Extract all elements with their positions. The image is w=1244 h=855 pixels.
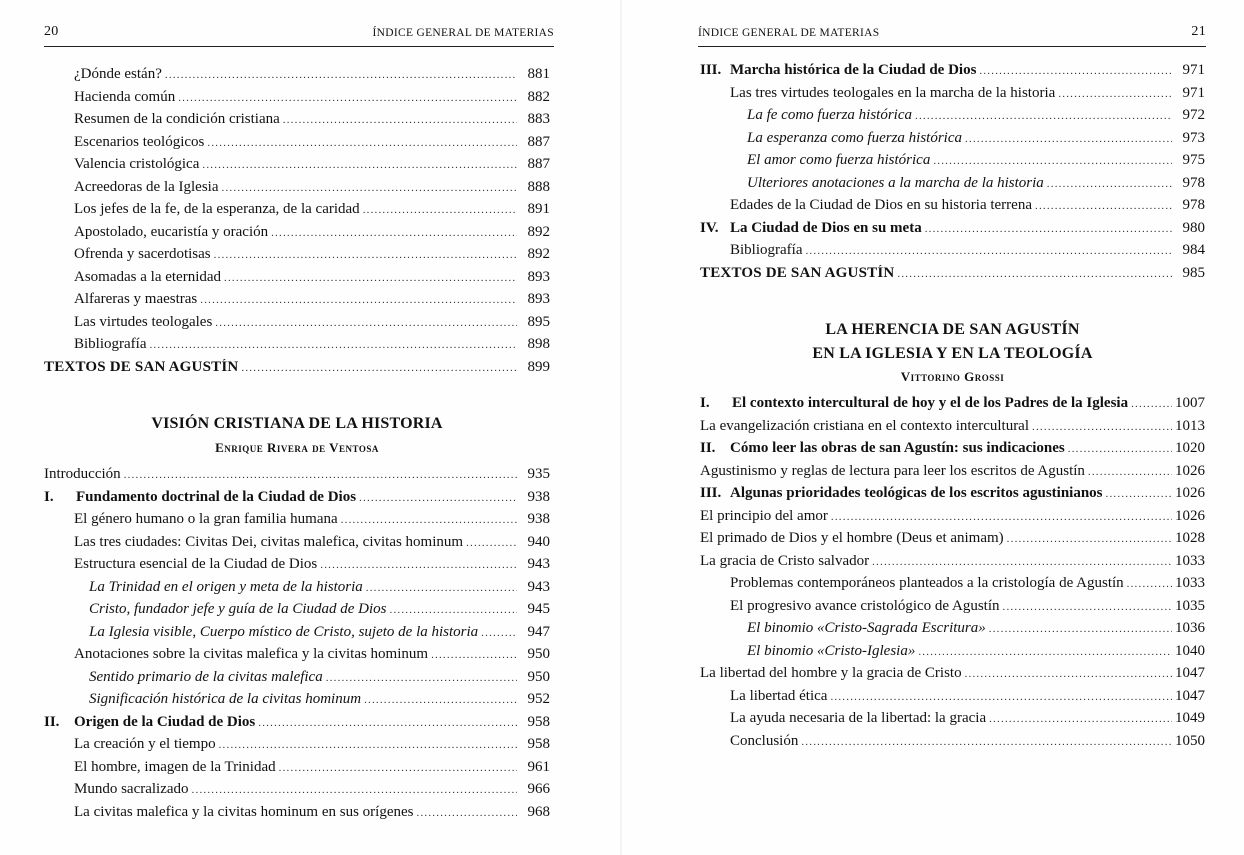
toc-entry-title: Ulteriores anotaciones a la marcha de la historia: [747, 174, 1044, 191]
toc-entry-page: 895: [527, 313, 550, 330]
left-toc-top: [44, 66, 550, 381]
toc-entry-page: 1035: [1175, 597, 1205, 614]
toc-entry-numeral: I.: [44, 488, 54, 505]
toc-entry-title: El primado de Dios y el hombre (Deus et animam): [700, 530, 1004, 546]
toc-entry: [700, 643, 1205, 666]
toc-entry-page: 968: [527, 803, 550, 820]
toc-entry-page: 1007: [1175, 395, 1205, 411]
dot-leader: [933, 155, 1172, 167]
toc-entry-page: 1026: [1175, 462, 1205, 479]
toc-entry: [44, 556, 550, 579]
toc-entry: [44, 201, 550, 224]
dot-leader: [1088, 466, 1172, 478]
dot-leader: [1035, 200, 1172, 212]
toc-entry-title: El género humano o la gran familia humana: [74, 511, 338, 527]
toc-entry-page: 985: [1182, 264, 1205, 281]
toc-entry-title: Agustinismo y reglas de lectura para leer los escritos de Agustín: [700, 462, 1085, 479]
toc-entry-page: 893: [527, 268, 550, 285]
toc-entry: [44, 579, 550, 602]
toc-entry-page: 950: [527, 646, 550, 662]
left-page-number: 20: [44, 24, 59, 39]
toc-entry: [700, 733, 1205, 756]
toc-entry: [700, 395, 1205, 418]
toc-entry: [44, 466, 550, 489]
toc-entry-page: 1026: [1175, 485, 1205, 501]
right-running-header: [698, 24, 1206, 47]
toc-entry: [44, 314, 550, 337]
dot-leader: [431, 649, 517, 661]
toc-entry-page: 1020: [1175, 440, 1205, 456]
toc-entry-page: 898: [527, 336, 550, 352]
toc-entry-title: La libertad del hombre y la gracia de Cristo: [700, 665, 962, 681]
left-running-head: ÍNDICE GENERAL DE MATERIAS: [372, 27, 554, 39]
toc-entry-title: Apostolado, eucaristía y oración: [74, 223, 269, 240]
toc-entry-page: 892: [527, 223, 550, 240]
toc-entry: [44, 624, 550, 647]
toc-entry-page: 978: [1182, 197, 1205, 213]
toc-entry-page: 943: [527, 556, 550, 572]
toc-entry: [700, 598, 1205, 621]
toc-entry-numeral: III.: [700, 485, 722, 501]
dot-leader: [341, 514, 517, 526]
toc-entry-page: 973: [1182, 129, 1205, 146]
toc-entry-title: La fe como fuerza histórica: [747, 107, 912, 123]
toc-entry-page: 883: [527, 111, 550, 127]
toc-entry: [44, 246, 550, 269]
toc-entry-page: 1040: [1175, 642, 1205, 659]
toc-entry-page: 940: [527, 533, 550, 550]
left-toc-bottom: [44, 466, 550, 826]
dot-leader: [481, 627, 517, 639]
dot-leader: [390, 604, 518, 616]
dot-leader: [979, 65, 1172, 77]
toc-entry: [44, 269, 550, 292]
toc-entry-title: Bibliografía: [74, 336, 147, 352]
left-section-author: Enrique Rivera de Ventosa: [215, 440, 379, 455]
toc-entry-page: 958: [527, 713, 550, 730]
dot-leader: [200, 294, 517, 306]
toc-entry: [44, 111, 550, 134]
toc-entry-title: Introducción: [44, 466, 121, 482]
toc-entry-title: Acreedoras de la Iglesia: [74, 178, 219, 195]
toc-entry: [44, 669, 550, 692]
toc-entry-page: 893: [527, 291, 550, 307]
right-running-head: ÍNDICE GENERAL DE MATERIAS: [698, 27, 880, 39]
right-toc-bottom: [700, 395, 1205, 755]
right-toc-top: [700, 62, 1205, 287]
toc-entry: [700, 665, 1205, 688]
toc-entry-title: Asomadas a la eternidad: [74, 268, 222, 285]
dot-leader: [915, 110, 1172, 122]
dot-leader: [1131, 398, 1172, 410]
toc-entry: [700, 710, 1205, 733]
dot-leader: [202, 159, 517, 171]
toc-entry-numeral: I.: [700, 395, 710, 411]
toc-entry: [44, 714, 550, 737]
toc-entry-page: 984: [1182, 242, 1205, 258]
toc-entry-page: 1050: [1175, 732, 1205, 749]
toc-entry: [44, 66, 550, 89]
toc-entry: [44, 336, 550, 359]
dot-leader: [178, 92, 517, 104]
toc-entry-page: 945: [527, 601, 550, 617]
dot-leader: [1003, 601, 1172, 613]
toc-entry-title: La libertad ética: [730, 687, 828, 704]
dot-leader: [1127, 578, 1172, 590]
toc-entry: [44, 511, 550, 534]
toc-entry-page: 971: [1182, 84, 1205, 101]
toc-entry-title: Resumen de la condición cristiana: [74, 111, 280, 127]
toc-entry: [700, 440, 1205, 463]
toc-entry: [700, 463, 1205, 486]
dot-leader: [279, 762, 517, 774]
toc-entry-title: Fundamento doctrinal de la Ciudad de Dios: [76, 488, 357, 505]
toc-entry-page: 943: [527, 578, 550, 595]
toc-entry-title: La evangelización cristiana en el contexto intercultural: [700, 417, 1030, 434]
toc-entry: [44, 691, 550, 714]
toc-entry-title: Ofrenda y sacerdotisas: [74, 246, 211, 262]
right-section-title: [700, 318, 1205, 366]
toc-entry: [44, 759, 550, 782]
dot-leader: [326, 672, 517, 684]
toc-entry-page: 935: [527, 466, 550, 482]
toc-entry-title: Estructura esencial de la Ciudad de Dios: [74, 556, 318, 572]
toc-entry-title: El amor como fuerza histórica: [747, 152, 931, 168]
left-running-header: [44, 24, 554, 47]
toc-entry-title: Las tres ciudades: Civitas Dei, civitas malefica, civitas hominum: [74, 533, 464, 550]
toc-entry-title: Algunas prioridades teológicas de los escritos agustinianos: [730, 485, 1103, 501]
dot-leader: [258, 717, 517, 729]
dot-leader: [192, 784, 517, 796]
toc-entry-numeral: IV.: [700, 219, 719, 236]
toc-entry-page: 1047: [1175, 665, 1205, 681]
toc-entry-title: El progresivo avance cristológico de Agustín: [730, 597, 1000, 614]
dot-leader: [830, 691, 1172, 703]
toc-entry: [700, 242, 1205, 265]
toc-entry-page: 1026: [1175, 507, 1205, 524]
toc-entry-title: El hombre, imagen de la Trinidad: [74, 758, 276, 775]
toc-entry: [44, 134, 550, 157]
toc-entry-page: 1036: [1175, 620, 1205, 636]
toc-entry-page: 952: [527, 691, 550, 707]
toc-entry-page: 882: [527, 88, 550, 105]
toc-entry: [44, 534, 550, 557]
toc-entry-page: 978: [1182, 174, 1205, 191]
dot-leader: [466, 537, 517, 549]
toc-entry: [700, 508, 1205, 531]
toc-entry-title: Mundo sacralizado: [74, 781, 189, 797]
dot-leader: [283, 114, 517, 126]
toc-entry-page: 950: [527, 668, 550, 685]
toc-entry-title: Sentido primario de la civitas malefica: [89, 668, 323, 685]
dot-leader: [241, 362, 517, 374]
toc-entry-title: La Iglesia visible, Cuerpo místico de Cristo, sujeto de la historia: [89, 623, 479, 640]
toc-entry-page: 892: [527, 246, 550, 262]
toc-entry-page: 1047: [1175, 687, 1205, 704]
toc-entry: [44, 646, 550, 669]
dot-leader: [989, 713, 1172, 725]
toc-entry-page: 938: [527, 511, 550, 527]
toc-entry-title: Significación histórica de la civitas hominum: [89, 691, 362, 707]
toc-entry: [700, 485, 1205, 508]
toc-entry-title: Escenarios teológicos: [74, 133, 205, 150]
right-section-title-line1: LA HERENCIA DE SAN AGUSTÍN: [825, 321, 1080, 338]
toc-entry-title: La esperanza como fuerza histórica: [747, 129, 962, 146]
dot-leader: [149, 339, 517, 351]
dot-leader: [359, 492, 517, 504]
toc-entry: [700, 130, 1205, 153]
dot-leader: [364, 694, 517, 706]
toc-entry: [700, 265, 1205, 288]
toc-entry-page: 980: [1182, 219, 1205, 236]
toc-entry-title: El principio del amor: [700, 507, 828, 524]
toc-entry: [700, 152, 1205, 175]
dot-leader: [417, 807, 518, 819]
dot-leader: [918, 646, 1172, 658]
toc-entry-title: Problemas contemporáneos planteados a la cristología de Agustín: [730, 575, 1124, 591]
toc-entry-page: 888: [527, 178, 550, 195]
dot-leader: [801, 736, 1172, 748]
dot-leader: [224, 272, 517, 284]
toc-entry-page: 891: [527, 201, 550, 217]
toc-entry-title: La ayuda necesaria de la libertad: la gracia: [730, 710, 987, 726]
dot-leader: [1007, 533, 1172, 545]
dot-leader: [320, 559, 517, 571]
dot-leader: [1106, 488, 1172, 500]
toc-entry-title: Las tres virtudes teologales en la marcha de la historia: [730, 84, 1056, 101]
dot-leader: [831, 511, 1172, 523]
dot-leader: [366, 582, 517, 594]
dot-leader: [363, 204, 517, 216]
dot-leader: [1047, 178, 1172, 190]
toc-entry: [44, 359, 550, 382]
toc-entry: [44, 489, 550, 512]
toc-entry: [700, 620, 1205, 643]
toc-entry: [44, 89, 550, 112]
toc-entry: [700, 107, 1205, 130]
toc-entry-page: 899: [527, 358, 550, 375]
toc-entry-title: El binomio «Cristo-Sagrada Escritura»: [747, 620, 986, 636]
toc-entry-page: 958: [527, 736, 550, 752]
dot-leader: [925, 223, 1172, 235]
toc-entry: [700, 688, 1205, 711]
toc-entry: [44, 291, 550, 314]
dot-leader: [165, 69, 517, 81]
toc-entry-title: La Ciudad de Dios en su meta: [730, 219, 922, 236]
toc-entry-title: Anotaciones sobre la civitas malefica y la civitas hominum: [74, 646, 429, 662]
toc-entry: [700, 62, 1205, 85]
toc-entry-title: TEXTOS DE SAN AGUSTÍN: [44, 358, 239, 375]
dot-leader: [207, 137, 517, 149]
dot-leader: [1068, 443, 1172, 455]
toc-entry: [700, 575, 1205, 598]
toc-entry-page: 966: [527, 781, 550, 797]
toc-entry-page: 1033: [1175, 575, 1205, 591]
toc-entry-page: 1028: [1175, 530, 1205, 546]
right-section-author: Vittorino Grossi: [900, 369, 1005, 384]
toc-entry: [44, 156, 550, 179]
toc-entry-title: La civitas malefica y la civitas hominum en sus orígenes: [74, 803, 414, 820]
toc-entry-page: 887: [527, 133, 550, 150]
toc-entry-title: Valencia cristológica: [74, 156, 200, 172]
toc-entry: [44, 804, 550, 827]
toc-entry: [700, 418, 1205, 441]
toc-entry: [44, 179, 550, 202]
left-section-title-text: VISIÓN CRISTIANA DE LA HISTORIA: [151, 415, 443, 432]
toc-entry: [700, 553, 1205, 576]
toc-entry-title: Las virtudes teologales: [74, 313, 213, 330]
toc-entry-page: 938: [527, 488, 550, 505]
toc-entry-numeral: II.: [700, 440, 716, 456]
dot-leader: [1058, 88, 1172, 100]
toc-entry-title: TEXTOS DE SAN AGUSTÍN: [700, 264, 895, 281]
dot-leader: [219, 739, 517, 751]
dot-leader: [214, 249, 517, 261]
toc-entry-numeral: III.: [700, 62, 722, 78]
toc-entry-title: ¿Dónde están?: [74, 66, 162, 82]
dot-leader: [1032, 421, 1172, 433]
toc-entry-title: Los jefes de la fe, de la esperanza, de la caridad: [74, 201, 360, 217]
left-section-title: [44, 412, 550, 436]
dot-leader: [965, 133, 1172, 145]
toc-entry-page: 881: [527, 66, 550, 82]
toc-entry-title: Marcha histórica de la Ciudad de Dios: [730, 62, 977, 78]
right-section-title-line2: EN LA IGLESIA Y EN LA TEOLOGÍA: [812, 345, 1093, 362]
toc-entry-page: 971: [1182, 62, 1205, 78]
dot-leader: [805, 245, 1172, 257]
toc-entry-title: Cristo, fundador jefe y guía de la Ciudad de Dios: [89, 601, 387, 617]
toc-entry-page: 887: [527, 156, 550, 172]
toc-entry-title: Origen de la Ciudad de Dios: [74, 713, 256, 730]
toc-entry: [700, 530, 1205, 553]
right-page: [622, 0, 1244, 855]
dot-leader: [989, 623, 1172, 635]
toc-entry: [700, 220, 1205, 243]
dot-leader: [965, 668, 1172, 680]
toc-entry-title: El binomio «Cristo-Iglesia»: [747, 642, 916, 659]
toc-entry-page: 972: [1182, 107, 1205, 123]
dot-leader: [897, 268, 1172, 280]
toc-entry-title: La creación y el tiempo: [74, 736, 216, 752]
toc-entry-page: 1049: [1175, 710, 1205, 726]
toc-entry: [700, 85, 1205, 108]
toc-entry-title: Hacienda común: [74, 88, 176, 105]
toc-entry-page: 975: [1182, 152, 1205, 168]
toc-entry-title: Bibliografía: [730, 242, 803, 258]
toc-entry-title: El contexto intercultural de hoy y el de los Padres de la Iglesia: [732, 395, 1129, 411]
toc-entry: [44, 736, 550, 759]
right-page-number: 21: [1191, 24, 1206, 39]
dot-leader: [872, 556, 1172, 568]
toc-entry-title: La gracia de Cristo salvador: [700, 552, 870, 569]
toc-entry-page: 1013: [1175, 417, 1205, 434]
dot-leader: [271, 227, 517, 239]
toc-entry: [700, 197, 1205, 220]
toc-entry-title: Cómo leer las obras de san Agustín: sus indicaciones: [730, 440, 1065, 456]
toc-entry-numeral: II.: [44, 713, 60, 730]
dot-leader: [215, 317, 517, 329]
toc-entry-title: Alfareras y maestras: [74, 291, 198, 307]
toc-entry: [700, 175, 1205, 198]
toc-entry: [44, 601, 550, 624]
toc-entry-title: Edades de la Ciudad de Dios en su historia terrena: [730, 197, 1032, 213]
toc-entry-title: Conclusión: [730, 732, 799, 749]
dot-leader: [124, 469, 517, 481]
toc-entry: [44, 224, 550, 247]
toc-entry: [44, 781, 550, 804]
toc-entry-page: 947: [527, 623, 550, 640]
toc-entry-page: 1033: [1175, 552, 1205, 569]
dot-leader: [222, 182, 517, 194]
toc-entry-page: 961: [527, 758, 550, 775]
toc-entry-title: La Trinidad en el origen y meta de la historia: [89, 578, 363, 595]
